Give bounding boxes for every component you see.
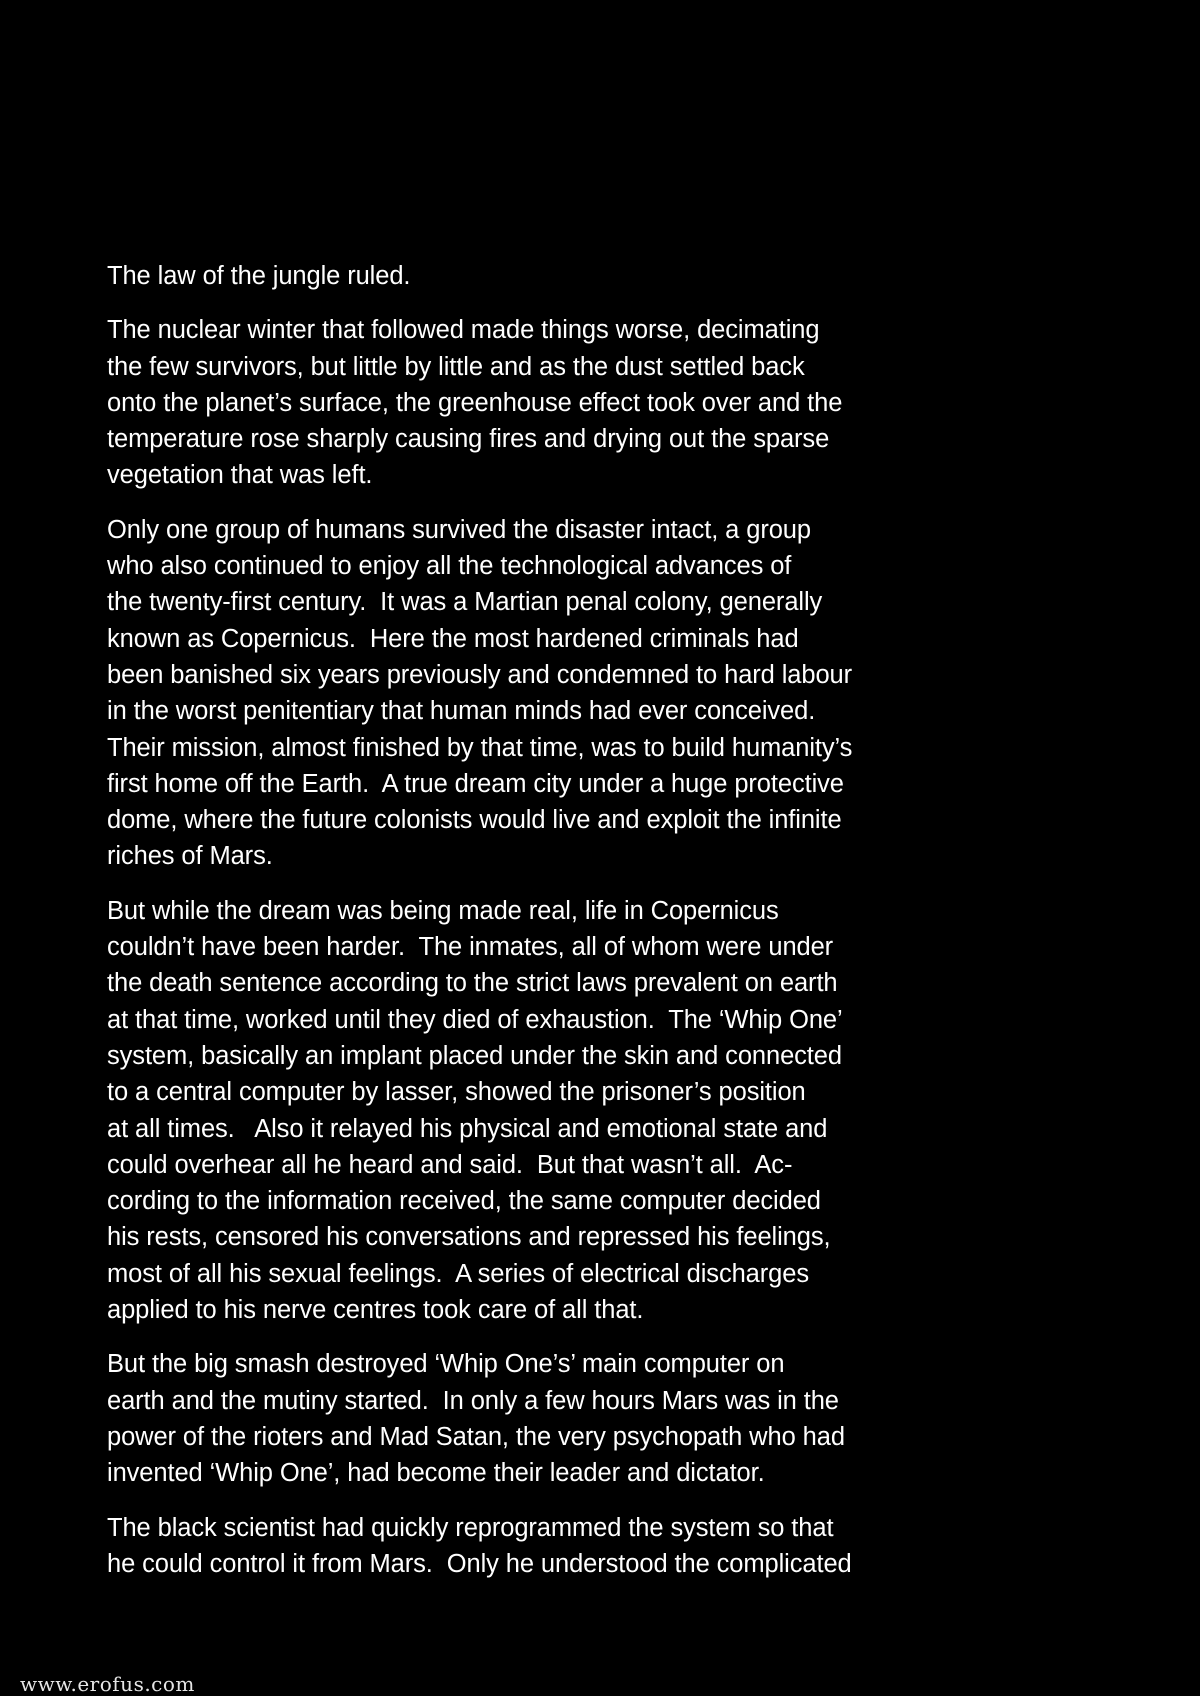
text-line: most of all his sexual feelings. A series of electrical discharges — [107, 1259, 809, 1288]
text-line: But the big smash destroyed ‘Whip One’s’ main computer on — [107, 1350, 785, 1379]
text-line: he could control it from Mars. Only he understood the complicated — [107, 1549, 852, 1578]
paragraph — [107, 1510, 1107, 1583]
text-line: the death sentence according to the strict laws prevalent on earth — [107, 969, 838, 998]
text-line: But while the dream was being made real, life in Copernicus — [107, 896, 779, 925]
site-watermark: www.erofus.com — [20, 1672, 195, 1696]
text-line: earth and the mutiny started. In only a few hours Mars was in the — [107, 1386, 839, 1415]
story-text — [107, 258, 1107, 1600]
paragraph — [107, 512, 1107, 875]
text-line: couldn’t have been harder. The inmates, all of whom were under — [107, 933, 834, 962]
text-line: in the worst penitentiary that human minds had ever conceived. — [107, 697, 816, 726]
text-line: power of the rioters and Mad Satan, the very psychopath who had — [107, 1422, 845, 1451]
text-line: first home off the Earth. A true dream city under a huge protective — [107, 769, 844, 798]
text-line: the twenty-first century. It was a Martian penal colony, generally — [107, 588, 823, 617]
text-line: onto the planet’s surface, the greenhouse effect took over and the — [107, 388, 843, 417]
text-line: riches of Mars. — [107, 842, 273, 871]
text-line: cording to the information received, the same computer decided — [107, 1187, 821, 1216]
text-line: at that time, worked until they died of exhaustion. The ‘Whip One’ — [107, 1005, 843, 1034]
text-line: temperature rose sharply causing fires and drying out the sparse — [107, 425, 830, 454]
paragraph — [107, 893, 1107, 1329]
text-line: Only one group of humans survived the disaster intact, a group — [107, 515, 811, 544]
text-line: to a central computer by lasser, showed the prisoner’s position — [107, 1078, 806, 1107]
text-line: The nuclear winter that followed made things worse, decimating — [107, 316, 820, 345]
paragraph — [107, 258, 1107, 294]
text-line: The law of the jungle ruled. — [107, 262, 411, 290]
text-line: system, basically an implant placed under the skin and connected — [107, 1041, 842, 1070]
text-line: who also continued to enjoy all the technological advances of — [107, 552, 792, 581]
text-line: dome, where the future colonists would live and exploit the infinite — [107, 806, 842, 835]
text-line: applied to his nerve centres took care of all that. — [107, 1296, 644, 1325]
text-line: Their mission, almost finished by that time, was to build humanity’s — [107, 733, 853, 762]
paragraph — [107, 1346, 1107, 1491]
text-line: invented ‘Whip One’, had become their leader and dictator. — [107, 1459, 765, 1488]
text-line: the few survivors, but little by little and as the dust settled back — [107, 352, 805, 381]
text-line: been banished six years previously and condemned to hard labour — [107, 660, 853, 689]
text-line: at all times. Also it relayed his physical and emotional state and — [107, 1114, 828, 1143]
text-line: The black scientist had quickly reprogrammed the system so that — [107, 1513, 834, 1542]
text-line: vegetation that was left. — [107, 461, 373, 490]
text-line: could overhear all he heard and said. But that wasn’t all. Ac- — [107, 1150, 793, 1179]
text-line: known as Copernicus. Here the most hardened criminals had — [107, 624, 799, 653]
paragraph — [107, 312, 1107, 493]
text-line: his rests, censored his conversations and repressed his feelings, — [107, 1223, 831, 1252]
